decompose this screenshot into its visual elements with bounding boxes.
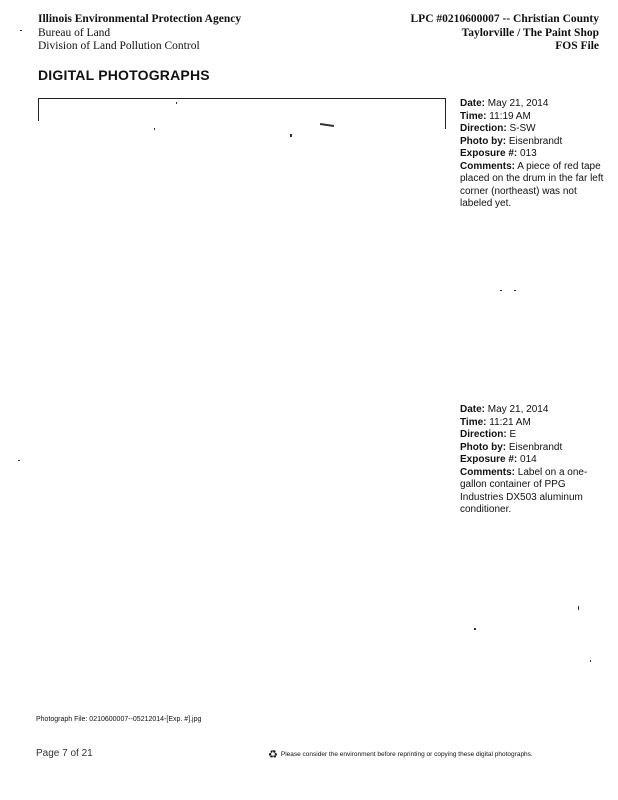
site-id: LPC #0210600007 -- Christian County [410, 13, 599, 25]
scan-speck [500, 290, 502, 291]
recycle-icon: ♻ [268, 749, 278, 761]
site-name: Taylorville / The Paint Shop [461, 26, 599, 39]
division-name: Division of Land Pollution Control [38, 40, 200, 52]
time-label: Time: [460, 416, 487, 428]
comments-label: Comments: [460, 466, 516, 478]
photo-by-value: Eisenbrandt [508, 441, 563, 453]
photo-by-label: Photo by: [460, 135, 507, 147]
scan-speck [590, 660, 591, 662]
exposure-value: 014 [520, 454, 537, 465]
environment-note [268, 748, 608, 761]
direction-value: S-SW [509, 123, 536, 134]
photo-by-label: Photo by: [460, 441, 507, 453]
direction-label: Direction: [460, 123, 507, 134]
page-number: Page 7 of 21 [36, 748, 93, 759]
comments-label: Comments: [460, 160, 516, 172]
comments-value: Label on a one-gallon container of PPG Industries DX503 aluminum conditioner. [460, 466, 588, 515]
scan-speck [154, 128, 155, 130]
photo-caption-013 [460, 98, 610, 211]
exposure-label: Exposure #: [460, 148, 518, 159]
time-value: 11:19 AM [489, 110, 531, 122]
site-header [411, 13, 599, 54]
scan-speck [20, 30, 22, 31]
scan-speck [514, 290, 516, 291]
date-value: May 21, 2014 [487, 98, 549, 109]
direction-label: Direction: [460, 429, 507, 440]
date-value: May 21, 2014 [487, 404, 549, 415]
environment-note-text: Please consider the environment before reprinting or copying these digital photographs. [280, 751, 533, 759]
comments-value: A piece of red tape placed on the drum in the far left corner (northeast) was not labeled yet. [460, 160, 604, 209]
bureau-name: Bureau of Land [38, 26, 111, 39]
date-label: Date: [460, 404, 486, 415]
page-title: DIGITAL PHOTOGRAPHS [38, 67, 210, 83]
scan-speck [578, 606, 579, 610]
exposure-value: 013 [520, 148, 537, 159]
photo-by-value: Eisenbrandt [508, 135, 563, 147]
file-type: FOS File [555, 40, 599, 52]
direction-value: E [509, 429, 517, 440]
time-label: Time: [460, 110, 487, 122]
scan-speck [290, 134, 292, 137]
photo-caption-014 [460, 404, 610, 517]
scan-speck [18, 460, 20, 461]
scan-speck [176, 102, 177, 104]
scan-speck [320, 123, 334, 127]
scan-speck [474, 628, 476, 630]
agency-name: Illinois Environmental Protection Agency [38, 13, 242, 25]
date-label: Date: [460, 98, 486, 109]
agency-header [38, 13, 241, 54]
exposure-label: Exposure #: [460, 454, 518, 465]
time-value: 11:21 AM [489, 416, 531, 428]
photograph-file-name: Photograph File: 0210600007--05212014-[Exp. #].jpg [36, 716, 202, 723]
photo-frame [38, 98, 446, 109]
